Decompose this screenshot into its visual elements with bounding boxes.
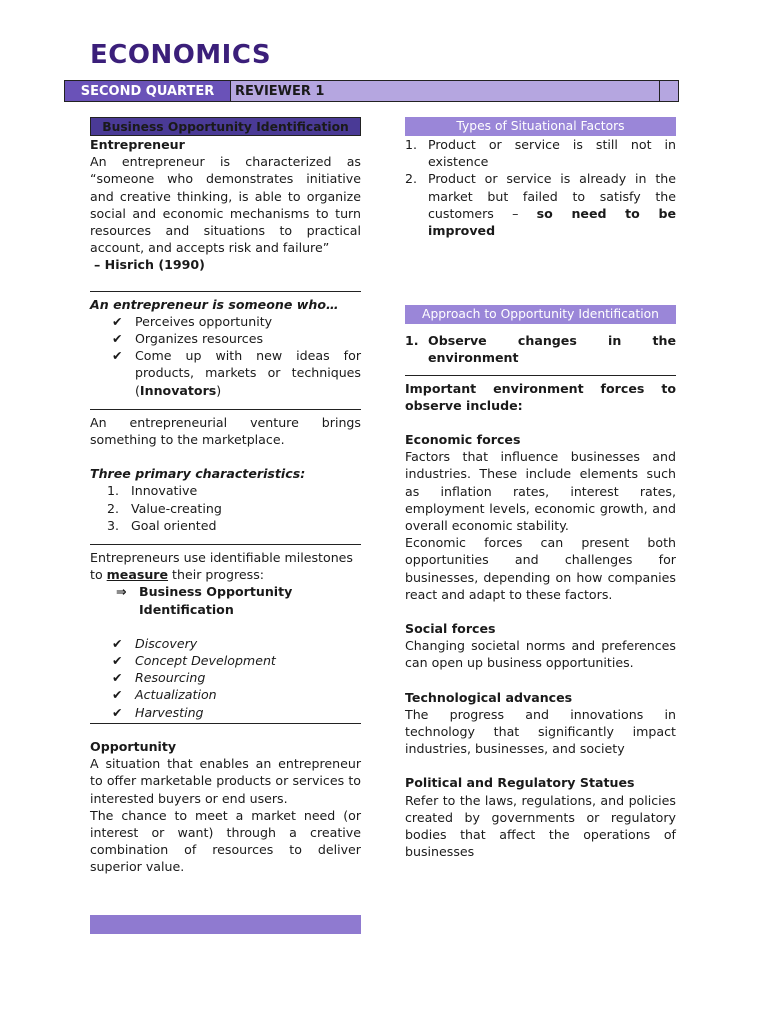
right-column (405, 117, 676, 861)
divider (90, 291, 361, 292)
list-item: ✔ Come up with new ideas for products, markets or techniques (Innovators) (112, 348, 361, 398)
social-forces-text: Changing societal norms and preferences can open up business opportunities. (405, 638, 676, 671)
check-icon: ✔ (112, 687, 123, 703)
three-characteristics-heading: Three primary characteristics: (90, 466, 306, 482)
check-icon: ✔ (112, 635, 123, 651)
citation: – Hisrich (1990) (94, 257, 205, 273)
social-forces-heading: Social forces (405, 621, 496, 637)
economic-forces-text-1: Factors that influence businesses and industries. These include elements such as inflation rates, interest rates, employment levels, economic growth, and overall economic stability. (405, 449, 676, 534)
quarter-label: SECOND QUARTER (65, 81, 231, 101)
quarter-banner (64, 80, 679, 102)
page-title: ECONOMICS (90, 40, 272, 70)
list-item: ✔ Harvesting (112, 704, 204, 720)
opportunity-text-1: A situation that enables an entrepreneur to offer marketable products or services to interested buyers or end users. (90, 756, 361, 806)
divider (90, 544, 361, 545)
arrow-item: ⇒ Business Opportunity Identification (116, 584, 293, 617)
approach-list (405, 332, 676, 366)
list-item: 2. Product or service is already in the market but failed to satisfy the customers – so need to be improved (405, 171, 677, 239)
milestone-steps-list (90, 635, 361, 721)
arrow-icon: ⇒ (116, 584, 127, 600)
footer-bar (90, 915, 361, 934)
list-item: 2. Value-creating (107, 500, 222, 516)
characteristics-list (90, 482, 361, 534)
venture-text: An entrepreneurial venture brings something to the marketplace. (90, 414, 361, 448)
someone-who-list (90, 313, 361, 399)
someone-who-heading: An entrepreneur is someone who… (90, 296, 339, 312)
list-item: 1. Innovative (107, 483, 198, 499)
opportunity-heading: Opportunity (90, 738, 177, 754)
section-header-approach: Approach to Opportunity Identification (405, 305, 676, 324)
situational-factors-list (405, 136, 676, 239)
check-icon: ✔ (112, 348, 123, 364)
check-icon: ✔ (112, 653, 123, 669)
list-item: ✔ Resourcing (112, 670, 206, 686)
technological-advances-heading: Technological advances (405, 689, 573, 705)
reviewer-label: REVIEWER 1 (231, 81, 660, 101)
milestones-text: Entrepreneurs use identifiable milestones to measure their progress: (90, 550, 353, 583)
list-item: ✔ Discovery (112, 635, 198, 651)
list-item: ✔ Organizes resources (112, 331, 264, 347)
forces-heading: Important environment forces to observe include: (405, 380, 676, 413)
list-item: 1. Product or service is still not in existence (405, 137, 676, 170)
section-header-business-opportunity: Business Opportunity Identification (90, 117, 361, 136)
banner-end-cell (660, 81, 678, 101)
check-icon: ✔ (112, 331, 123, 347)
entrepreneur-heading: Entrepreneur (90, 137, 185, 152)
check-icon: ✔ (112, 704, 123, 720)
divider (405, 375, 676, 376)
list-item: ✔ Concept Development (112, 653, 276, 669)
entrepreneur-definition: An entrepreneur is characterized as “someone who demonstrates initiative and creative thinking, is able to organize social and economic mechanisms to turn resources and situations to practical account, and accepts risk and failure” (90, 154, 361, 256)
section-header-situational-factors: Types of Situational Factors (405, 117, 676, 136)
divider (90, 723, 361, 724)
economic-forces-heading: Economic forces (405, 432, 521, 448)
list-item: ✔ Actualization (112, 687, 217, 703)
political-regulatory-text: Refer to the laws, regulations, and policies created by governments or regulatory bodies that affect the operations of businesses (405, 792, 676, 860)
divider (90, 409, 361, 410)
list-item: ✔ Perceives opportunity (112, 313, 273, 329)
list-item: 1. Observe changes in the environment (405, 333, 676, 366)
technological-advances-text: The progress and innovations in technology that significantly impact industries, businesses, and society (405, 706, 676, 757)
check-icon: ✔ (112, 313, 123, 329)
political-regulatory-heading: Political and Regulatory Statues (405, 775, 635, 791)
check-icon: ✔ (112, 670, 123, 686)
list-item: 3. Goal oriented (107, 517, 217, 533)
opportunity-text-2: The chance to meet a market need (or interest or want) through a creative combination of resources to deliver superior value. (90, 807, 361, 875)
economic-forces-text-2: Economic forces can present both opportunities and challenges for businesses, depending on how companies react and adapt to these factors. (405, 535, 676, 602)
left-column (90, 117, 361, 876)
